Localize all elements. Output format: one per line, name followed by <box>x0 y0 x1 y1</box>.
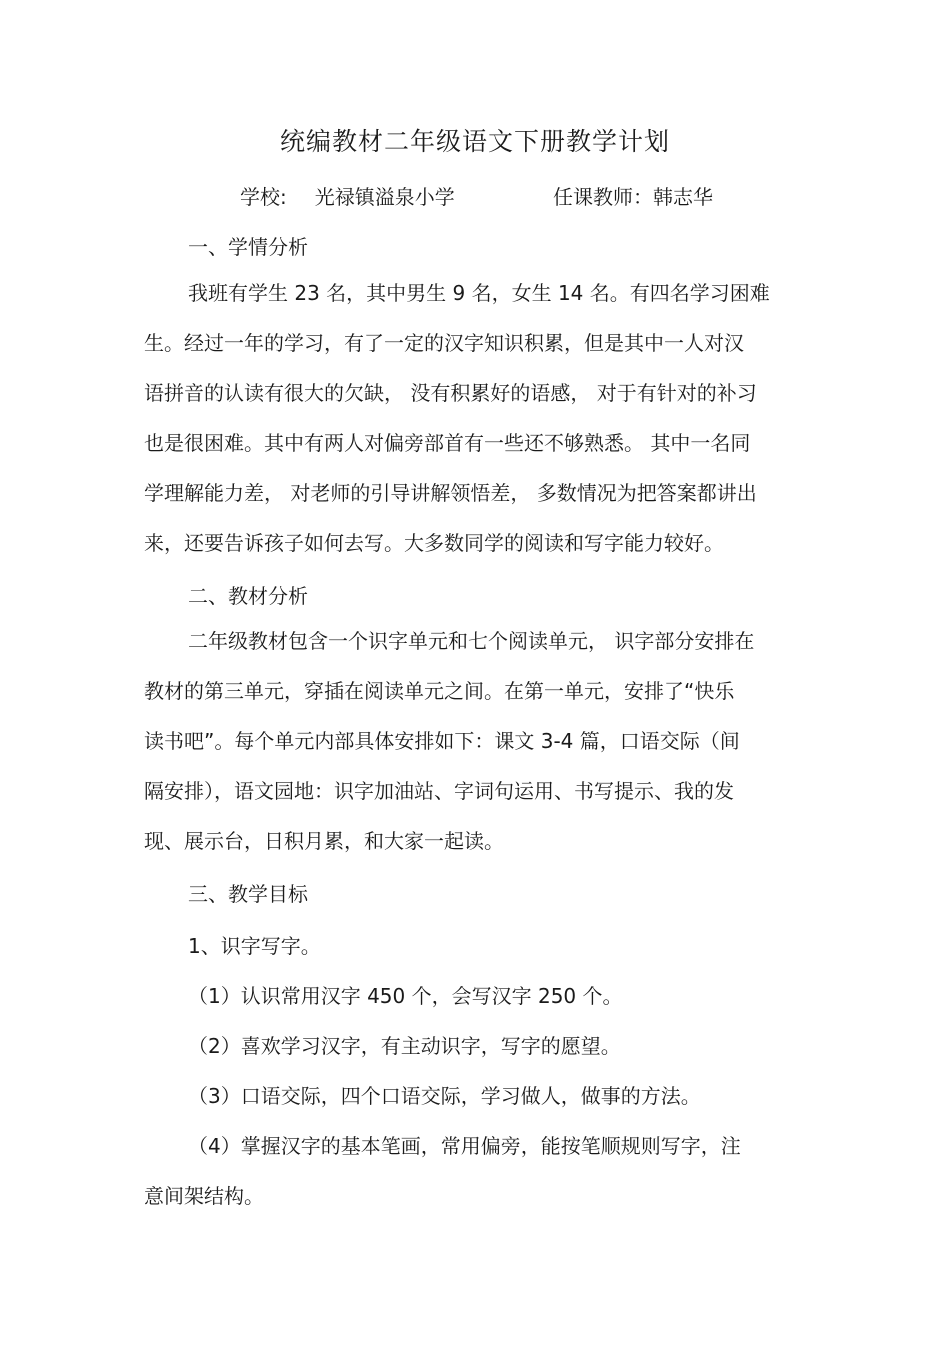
paragraph-line: 二年级教材包含一个识字单元和七个阅读单元， 识字部分安排在 <box>188 629 755 653</box>
paragraph-line: 隔安排），语文园地：识字加油站、字词句运用、书写提示、我的发 <box>144 779 734 803</box>
section-heading-textbook-analysis: 二、教材分析 <box>188 584 308 608</box>
section-heading-student-analysis: 一、学情分析 <box>188 235 308 259</box>
school-label: 学校: <box>240 185 287 209</box>
goal-item: （2）喜欢学习汉字，有主动识字，写字的愿望。 <box>188 1034 621 1058</box>
goal-item: （4）掌握汉字的基本笔画，常用偏旁，能按笔顺规则写字，注 <box>188 1134 741 1158</box>
school-info <box>240 181 455 210</box>
goal-subheading: 1、识字写字。 <box>188 934 321 958</box>
paragraph-line: 教材的第三单元，穿插在阅读单元之间。在第一单元，安排了“快乐 <box>144 679 735 703</box>
school-name: 光禄镇溢泉小学 <box>314 185 455 209</box>
paragraph-line: 来，还要告诉孩子如何去写。大多数同学的阅读和写字能力较好。 <box>144 531 724 555</box>
paragraph-line: 学理解能力差， 对老师的引导讲解领悟差， 多数情况为把答案都讲出 <box>144 481 757 505</box>
document-title: 统编教材二年级语文下册教学计划 <box>279 127 670 156</box>
paragraph-line: 语拼音的认读有很大的欠缺， 没有积累好的语感， 对于有针对的补习 <box>144 381 757 405</box>
goal-item: （3）口语交际，四个口语交际，学习做人，做事的方法。 <box>188 1084 701 1108</box>
paragraph-line: 读书吧”。每个单元内部具体安排如下：课文 3-4 篇，口语交际（间 <box>144 729 740 753</box>
goal-item-continuation: 意间架结构。 <box>144 1184 264 1208</box>
paragraph-line: 生。经过一年的学习，有了一定的汉字知识积累，但是其中一人对汉 <box>144 331 744 355</box>
teacher-info: 任课教师：韩志华 <box>553 185 713 209</box>
paragraph-line: 也是很困难。其中有两人对偏旁部首有一些还不够熟悉。 其中一名同 <box>144 431 751 455</box>
section-heading-teaching-goals: 三、教学目标 <box>188 882 308 906</box>
paragraph-line: 我班有学生 23 名，其中男生 9 名，女生 14 名。有四名学习困难 <box>188 281 770 305</box>
textbook-analysis-paragraph <box>144 616 804 866</box>
goal-item: （1）认识常用汉字 450 个，会写汉字 250 个。 <box>188 984 623 1008</box>
paragraph-line: 现、展示台，日积月累，和大家一起读。 <box>144 829 504 853</box>
student-analysis-paragraph <box>144 268 804 568</box>
